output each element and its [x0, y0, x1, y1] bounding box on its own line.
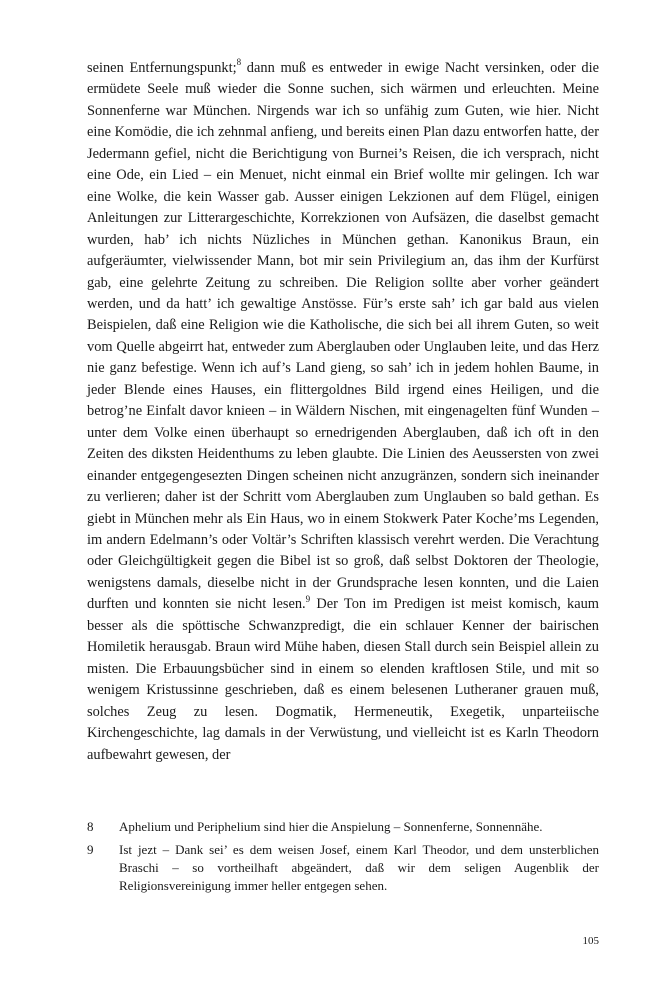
- body-text-part-2: dann muß es entweder in ewige Nacht versinken, oder die ermüdete Seele muß wieder die Sonne suchen, sich wärmen und erleuchten. Meine Sonnenferne war München. Nirgends war ich so unfähig zum Guten, wie hier. Nicht eine Komödie, die ich zehnmal anfieng, und bereits einen Plan dazu entworfen hatte, der Jedermann gefiel, nicht die Berichtigung von Burnei’s Reisen, die ich versprach, nicht eine Ode, ein Lied – ein Menuet, nicht einmal ein Brief wollte mir gelingen. Ich war eine Wolke, die kein Wasser gab. Ausser einigen Lekzionen auf dem Flügel, einigen Anleitungen zur Litterargeschichte, Korrekzionen von Aufsäzen, die daselbst gemacht wurden, hab’ ich nichts Nüzliches in München gethan. Kanonikus Braun, ein aufgeräumter, vielwissender Mann, bot mir sein Privilegium an, das ihm der Kurfürst gab, eine gelehrte Zeitung zu schreiben. Die Religion sollte aber vorher geändert werden, und da hatt’ ich gewaltige Anstösse. Für’s erste sah’ ich gar bald aus vielen Beispielen, daß eine Religion wie die Katholische, die sich bei all ihrem Guten, so weit vom Quelle abgeirrt hat, entweder zum Aberglauben oder Unglauben leite, und das Herz nie ganz befestige. Wenn ich auf’s Land gieng, so sah’ ich in jedem hohlen Baume, in jeder Blende eines Hauses, ein flittergoldnes Bild irgend eines Heiligen, und die betrog’ne Einfalt davor knieen – in Wäldern Nischen, mit eingenagelten fünf Wunden – unter dem Volke einen überhaupt so ernedrigenden Aberglauben, daß ich oft in den Zeiten des diksten Heidenthums zu leben glaubte. Die Linien des Aeussersten von zwei einander entgegengesezten Dingen scheinen nicht anzugränzen, sondern sich ineinander zu verlieren; daher ist der Schritt vom Aberglauben zum Unglauben so bald gethan. Es giebt in München mehr als Ein Haus, wo in einem Stokwerk Pater Koche’ms Legenden, im andern Edelmann’s oder Voltär’s Schriften klassisch verehrt werden. Die Verachtung oder Gleichgültigkeit gegen die Bibel ist so groß, daß selbst Doktoren der Theologie, wenigstens damals, dieselbe nicht in der Grundsprache lesen konnten, und die Laien durften und konnten sie nicht lesen.: [87, 60, 599, 613]
- footnote-8: [87, 818, 599, 836]
- footnotes-section: [87, 818, 599, 900]
- main-text-block: [87, 58, 599, 766]
- footnote-ref-9[interactable]: 9: [305, 593, 311, 604]
- body-paragraph: [87, 58, 599, 766]
- footnote-9: [87, 841, 599, 895]
- body-text-part-3: Der Ton im Predigen ist meist komisch, kaum besser als die spöttische Schwanzpredigt, die ein schlauer Kenner der bairischen Homiletik herausgab. Braun wird Mühe haben, diesen Stall durch sein Beispiel allein zu misten. Die Erbauungsbücher sind in einem so elenden kraftlosen Stile, und mit so wenigem Kristussinne geschrieben, daß es einem belesenen Lutheraner grauen muß, solches Zeug zu lesen. Dogmatik, Hermeneutik, Exegetik, unparteiische Kirchengeschichte, lag damals in der Verwüstung, und vielleicht ist es Karln Theodorn aufbewahrt gewesen, der: [87, 596, 599, 763]
- footnote-text: Aphelium und Periphelium sind hier die Anspielung – Sonnenferne, Sonnennähe.: [119, 819, 543, 834]
- page-number: 105: [582, 935, 599, 947]
- footnote-number: 8: [87, 819, 94, 834]
- body-text-part-1: seinen Entfernungspunkt;: [87, 60, 237, 76]
- footnote-text: Ist jezt – Dank sei’ es dem weisen Josef, einem Karl Theodor, und dem unsterblichen Braschi – so vortheilhaft abgeändert, daß wir dem seligen Augenblik der Religionsvereinigung immer heller entgegen sehen.: [119, 842, 599, 893]
- footnote-ref-8[interactable]: 8: [236, 57, 242, 68]
- footnote-number: 9: [87, 842, 94, 857]
